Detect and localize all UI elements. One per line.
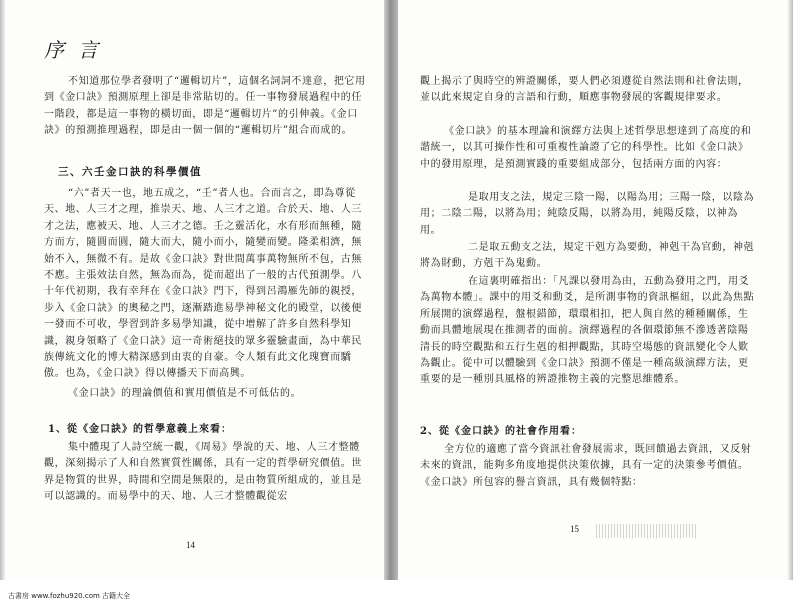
intro-paragraph: 不知道那位學者發明了“邏輯切片”，這個名詞詞不達意，把它用到《金口訣》預測原理上卻是非常貼切的。任一事物發展過程中的任一階段，都是這一事物的橫切面，即是“邏輯切片”的引伸義。《金口訣》的預測推理過程，即是由一個一個的“邏輯切片”組合而成的。 [44,76,366,137]
right-page [398,0,793,580]
page-number-left: 14 [186,540,195,550]
chapter-title: 序言 [44,38,112,62]
section-body-paragraph: “六”者天一也，地五成之，“壬”者人也。合而言之，即為尊從天、地、人三才之理，推崇天、地、人三才之道。合於天、地、人三才之法，應被天、地、人三才之德。壬之靈活化，水有形而無種，隨方而方，隨圓而圓，隨大而大，隨小而小，隨變而變。隆柔相濟，無始不入，無微不有。是故《金口訣》對世間萬事萬物無所不包，古無不應。主張效法自然，無為而為，從而超出了一般的古代預測學。八十年代初期，我有幸拜在《金口訣》門下，得到呂鴻雁先師的親授，步入《金口訣》的奧秘之門，逐漸踏進易學神秘文化的殿堂，以後便一發而不可收，學習到許多易學知識，從中增解了許多自然科學知識，親身領略了《金口訣》這一奇術絕技的眾多靈驗畫面，為中華民族傳統文化的博大精深感到由衷的自豪。令人類有此文化瑰寶而驕傲。也為，《金口訣》得以傳播天下而高興。 [44,188,362,380]
scan-artifact [596,524,696,538]
book-gutter [384,0,398,580]
left-page [0,0,384,580]
analysis-paragraph: 在這裏明確指出：「凡課以發用為由，五動為發用之門，用爻為萬物本體」。課中的用爻和動爻，是所測事物的資訊樞紐，以此為焦點所展開的演繹過程，盤根錯節，環環相扣，把人與自然的種種關係，生動而具體地展現在推測者的面前。演繹過程的各個環節無不滲透著陰陽清長的時空觀點和五行生剋的相押觀點，其時空場態的資訊變化令人歎為觀止。從中可以體驗到《金口訣》預測不僅是一種高級演繹方法，更重要的是一種別具風格的辨證推物主義的完整思維體系。 [420,276,755,386]
yong-method-paragraph: 是取用支之法，規定三陰一陽，以陽為用；三陽一陰，以陰為用；二陰二陽，以將為用；純陰反陽，以將為用，純陽反陰，以神為用。 [420,192,755,236]
social-subheading: 2、從《金口訣》的社會作用看： [420,426,582,437]
philosophy-subheading: 1、從《金口訣》的哲學意義上來看： [48,424,232,435]
page-number-right: 15 [570,524,579,534]
left-edge-shadow [0,0,6,580]
right-edge-shadow [787,0,793,580]
section-heading: 三、六壬金口訣的科學價值 [58,166,202,178]
social-paragraph: 全方位的適應了當今資訊社會發展需求，既回饋過去資訊，又反射未來的資訊，能夠多角度地提供決策依據，具有一定的決策參考價值。《金口訣》所包容的譽言資訊，具有幾個特點： [420,444,752,488]
section-closing-line: 《金口訣》的理論價值和實用價值是不可低估的。 [68,388,302,399]
philosophy-paragraph: 集中體現了人詩空統一觀，《周易》學說的天、地、人三才整體觀，深刻揭示了人和自然實質性關係，具有一定的哲學研究價值。世界是物質的世界，時間和空間是無限的，是由物質所組成的，並且是可以認識的。而易學中的天、地、人三才整體觀從宏 [44,442,362,503]
continued-paragraph: 觀上揭示了與時空的辨證關係，要人們必須遵從自然法則和社會法則，並以此來規定自身的言語和行動，順應事物發展的客觀規律要求。 [420,76,749,104]
method-paragraph: 《金口訣》的基本理論和演繹方法與上述哲學思想達到了高度的和諧統一，以其可操作性和可重複性論證了它的科學性。比如《金口訣》中的發用原理，是預測實踐的重要組成部分，包括兩方面的內容： [420,126,752,170]
footer-site-text: 古書房 www.fozhu920.com 古籍大全 [8,592,131,600]
dong-method-paragraph: 二是取五動支之法，規定干剋方為要動，神剋干為官動，神剋將為財動，方剋干為鬼動。 [420,242,755,270]
